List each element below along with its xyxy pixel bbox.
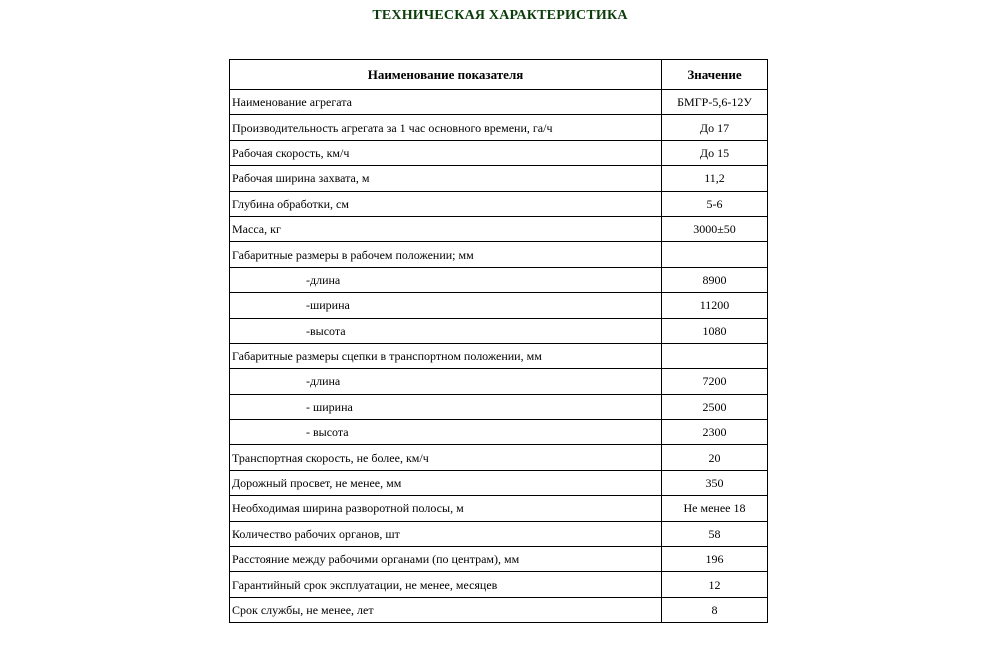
row-value-cell: 58 bbox=[662, 521, 768, 546]
table-row bbox=[230, 191, 768, 216]
table-row bbox=[230, 343, 768, 368]
row-name-cell: Количество рабочих органов, шт bbox=[230, 521, 662, 546]
table-row bbox=[230, 572, 768, 597]
table-row bbox=[230, 115, 768, 140]
row-name-cell: Габаритные размеры сцепки в транспортном положении, мм bbox=[230, 343, 662, 368]
table-row bbox=[230, 267, 768, 292]
table-body bbox=[230, 90, 768, 623]
row-name-cell: Расстояние между рабочими органами (по центрам), мм bbox=[230, 547, 662, 572]
row-name-cell: Масса, кг bbox=[230, 216, 662, 241]
row-value-cell: 1080 bbox=[662, 318, 768, 343]
row-value-cell: 12 bbox=[662, 572, 768, 597]
header-value: Значение bbox=[662, 60, 768, 90]
row-value-cell: До 15 bbox=[662, 140, 768, 165]
row-name-cell: - высота bbox=[230, 420, 662, 445]
table-header-row bbox=[230, 60, 768, 90]
row-name-cell: Наименование агрегата bbox=[230, 90, 662, 115]
row-value-cell: Не менее 18 bbox=[662, 496, 768, 521]
row-name-cell: Гарантийный срок эксплуатации, не менее, месяцев bbox=[230, 572, 662, 597]
row-value-cell: 3000±50 bbox=[662, 216, 768, 241]
row-value-cell: 2300 bbox=[662, 420, 768, 445]
row-name-cell: -длина bbox=[230, 369, 662, 394]
row-name-cell: Рабочая скорость, км/ч bbox=[230, 140, 662, 165]
row-value-cell: 196 bbox=[662, 547, 768, 572]
row-name-cell: Глубина обработки, см bbox=[230, 191, 662, 216]
row-value-cell: 11200 bbox=[662, 293, 768, 318]
row-name-cell: -длина bbox=[230, 267, 662, 292]
row-name-cell: -ширина bbox=[230, 293, 662, 318]
row-value-cell: 7200 bbox=[662, 369, 768, 394]
row-value-cell: 5-6 bbox=[662, 191, 768, 216]
table-row bbox=[230, 369, 768, 394]
table-row bbox=[230, 140, 768, 165]
row-name-cell: -высота bbox=[230, 318, 662, 343]
table-row bbox=[230, 597, 768, 622]
row-name-cell: Срок службы, не менее, лет bbox=[230, 597, 662, 622]
page-title: ТЕХНИЧЕСКАЯ ХАРАКТЕРИСТИКА bbox=[372, 8, 628, 23]
table-row bbox=[230, 394, 768, 419]
row-value-cell: До 17 bbox=[662, 115, 768, 140]
table-row bbox=[230, 318, 768, 343]
row-value-cell: 20 bbox=[662, 445, 768, 470]
row-value-cell bbox=[662, 242, 768, 267]
row-name-cell: Необходимая ширина разворотной полосы, м bbox=[230, 496, 662, 521]
row-name-cell: - ширина bbox=[230, 394, 662, 419]
row-name-cell: Дорожный просвет, не менее, мм bbox=[230, 470, 662, 495]
table-row bbox=[230, 547, 768, 572]
row-name-cell: Габаритные размеры в рабочем положении; мм bbox=[230, 242, 662, 267]
row-value-cell: 350 bbox=[662, 470, 768, 495]
row-value-cell: 8 bbox=[662, 597, 768, 622]
table-row bbox=[230, 496, 768, 521]
table-row bbox=[230, 90, 768, 115]
row-value-cell: БМГР-5,6-12У bbox=[662, 90, 768, 115]
row-name-cell: Транспортная скорость, не более, км/ч bbox=[230, 445, 662, 470]
table-row bbox=[230, 166, 768, 191]
row-value-cell: 11,2 bbox=[662, 166, 768, 191]
table-row bbox=[230, 293, 768, 318]
row-value-cell: 2500 bbox=[662, 394, 768, 419]
table-row bbox=[230, 470, 768, 495]
row-value-cell: 8900 bbox=[662, 267, 768, 292]
row-value-cell bbox=[662, 343, 768, 368]
row-name-cell: Производительность агрегата за 1 час основного времени, га/ч bbox=[230, 115, 662, 140]
table-row bbox=[230, 420, 768, 445]
header-name: Наименование показателя bbox=[230, 60, 662, 90]
table-row bbox=[230, 216, 768, 241]
row-name-cell: Рабочая ширина захвата, м bbox=[230, 166, 662, 191]
table-row bbox=[230, 242, 768, 267]
table-row bbox=[230, 445, 768, 470]
spec-table bbox=[229, 59, 768, 623]
table-row bbox=[230, 521, 768, 546]
